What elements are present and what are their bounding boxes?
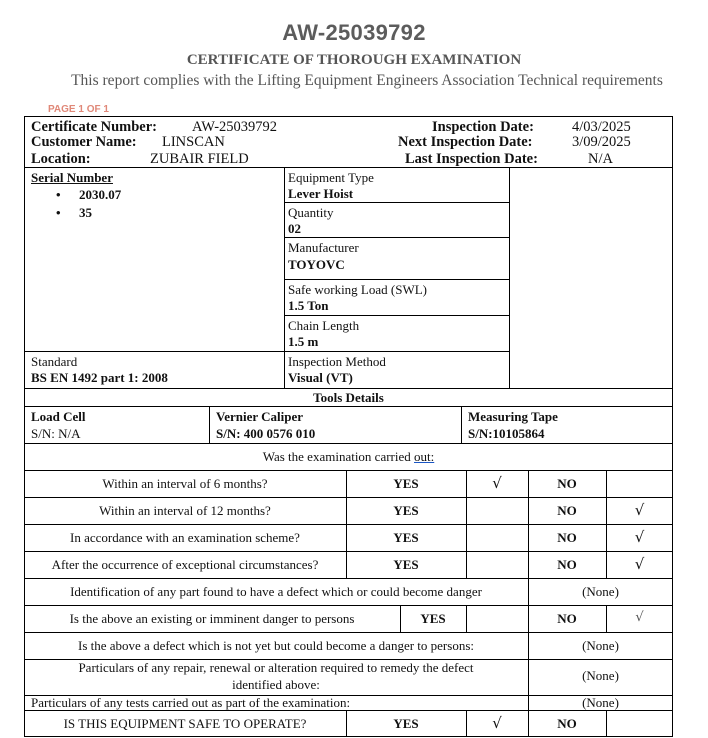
- location-value: ZUBAIR FIELD: [150, 151, 249, 167]
- compliance-statement: This report complies with the Lifting Equipment Engineers Association Technical requirements: [71, 72, 663, 89]
- customer-name-label: Customer Name:: [31, 134, 137, 150]
- last-inspection-date-value: N/A: [588, 151, 613, 167]
- danger-yes: YES: [420, 611, 446, 626]
- inspection-method-value: Visual (VT): [288, 370, 353, 385]
- examination-question-text: Was the examination carried: [262, 449, 415, 464]
- divider: [24, 710, 673, 711]
- tests-particulars-value: (None): [582, 695, 619, 710]
- repair-particulars-label-cont: identified above:: [232, 677, 320, 692]
- divider: [24, 551, 673, 552]
- exam-row-label: Within an interval of 12 months?: [99, 503, 271, 518]
- defect-identification-label: Identification of any part found to have a defect which or could become danger: [70, 584, 482, 599]
- divider: [284, 315, 509, 316]
- tests-particulars-label: Particulars of any tests carried out as part of the examination:: [31, 695, 351, 710]
- divider: [24, 497, 673, 498]
- divider: [606, 710, 607, 737]
- divider: [24, 470, 673, 471]
- tool-load-cell-name: Load Cell: [31, 409, 86, 424]
- manufacturer-value: TOYOVC: [288, 257, 345, 272]
- certificate-number-label: Certificate Number:: [31, 119, 158, 135]
- divider: [24, 406, 673, 407]
- future-defect-label: Is the above a defect which is not yet but could become a danger to persons:: [77, 638, 474, 653]
- location-label: Location:: [31, 151, 91, 167]
- quantity-label: Quantity: [288, 205, 334, 220]
- chain-length-label: Chain Length: [288, 318, 360, 333]
- defect-identification-value: (None): [582, 584, 619, 599]
- danger-question-label: Is the above an existing or imminent danger to persons: [69, 611, 355, 626]
- certificate-title: CERTIFICATE OF THOROUGH EXAMINATION: [186, 52, 522, 68]
- exam-row-yes: YES: [393, 530, 419, 545]
- safe-to-operate-label: IS THIS EQUIPMENT SAFE TO OPERATE?: [63, 716, 307, 731]
- exam-row-label: Within an interval of 6 months?: [102, 476, 268, 491]
- divider: [466, 605, 467, 632]
- repair-particulars-label: Particulars of any repair, renewal or alteration required to remedy the defect: [78, 660, 474, 675]
- divider: [24, 632, 673, 633]
- divider: [24, 351, 509, 352]
- divider: [209, 406, 210, 443]
- certificate-id-heading: AW-25039792: [282, 20, 426, 45]
- examination-question-link: out:: [414, 449, 435, 464]
- inspection-date-label: Inspection Date:: [432, 119, 534, 135]
- swl-value: 1.5 Ton: [288, 298, 329, 313]
- divider: [24, 578, 673, 579]
- divider: [24, 605, 673, 606]
- divider: [24, 167, 673, 168]
- divider: [284, 167, 285, 388]
- check-mark-icon: √: [492, 474, 502, 492]
- exam-row-yes: YES: [393, 503, 419, 518]
- standard-label: Standard: [31, 354, 78, 369]
- next-inspection-date-label: Next Inspection Date:: [398, 134, 533, 150]
- inspection-method-label: Inspection Method: [288, 354, 386, 369]
- divider: [284, 279, 509, 280]
- divider: [24, 443, 673, 444]
- tool-measuring-tape-name: Measuring Tape: [468, 409, 558, 424]
- exam-row-yes: YES: [393, 557, 419, 572]
- divider: [24, 388, 673, 389]
- next-inspection-date-value: 3/09/2025: [572, 134, 631, 150]
- chain-length-value: 1.5 m: [288, 334, 319, 349]
- check-mark-icon: √: [492, 714, 502, 732]
- equipment-type-value: Lever Hoist: [288, 186, 354, 201]
- exam-row-no: NO: [557, 476, 577, 491]
- check-mark-icon: √: [635, 610, 644, 625]
- exam-row-no: NO: [557, 503, 577, 518]
- serial-number-item: • 35: [31, 204, 121, 222]
- exam-row-label: After the occurrence of exceptional circumstances?: [51, 557, 319, 572]
- safe-no: NO: [557, 716, 577, 731]
- tool-vernier-caliper-serial: S/N: 400 0576 010: [216, 426, 316, 441]
- serial-number-list: [31, 186, 121, 222]
- equipment-type-label: Equipment Type: [288, 170, 374, 185]
- quantity-value: 02: [288, 221, 301, 236]
- divider: [284, 202, 509, 203]
- danger-no: NO: [557, 611, 577, 626]
- exam-row-no: NO: [557, 557, 577, 572]
- check-mark-icon: √: [634, 528, 645, 546]
- manufacturer-label: Manufacturer: [288, 240, 359, 255]
- check-mark-icon: √: [634, 501, 645, 519]
- serial-number-item: • 2030.07: [31, 186, 121, 204]
- exam-row-yes: YES: [393, 476, 419, 491]
- exam-row-label: In accordance with an examination scheme?: [70, 530, 300, 545]
- divider: [461, 406, 462, 443]
- page-number-label: PAGE 1 OF 1: [48, 104, 109, 115]
- examination-question: [24, 449, 673, 465]
- divider: [284, 237, 509, 238]
- tool-load-cell-serial: S/N: N/A: [31, 426, 81, 441]
- divider: [509, 167, 510, 388]
- swl-label: Safe working Load (SWL): [288, 282, 427, 297]
- last-inspection-date-label: Last Inspection Date:: [405, 151, 538, 167]
- customer-name-value: LINSCAN: [162, 134, 225, 150]
- safe-yes: YES: [393, 716, 419, 731]
- serial-number-label: Serial Number: [31, 170, 113, 185]
- tool-measuring-tape-serial: S/N:10105864: [468, 426, 545, 441]
- tool-vernier-caliper-name: Vernier Caliper: [216, 409, 304, 424]
- repair-particulars-value: (None): [582, 668, 619, 683]
- tools-details-heading: Tools Details: [313, 390, 384, 405]
- divider: [24, 524, 673, 525]
- check-mark-icon: √: [634, 555, 645, 573]
- standard-value: BS EN 1492 part 1: 2008: [31, 370, 168, 385]
- future-defect-value: (None): [582, 638, 619, 653]
- exam-row-no: NO: [557, 530, 577, 545]
- inspection-date-value: 4/03/2025: [572, 119, 631, 135]
- certificate-number-value: AW-25039792: [192, 119, 278, 135]
